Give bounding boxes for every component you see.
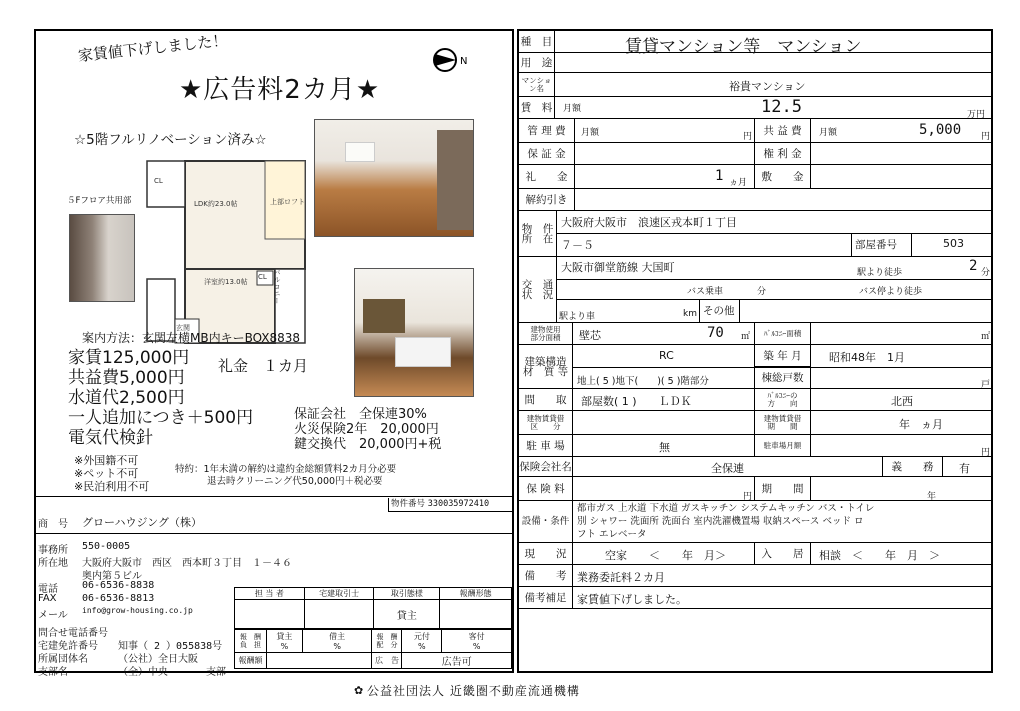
- row-cancel: 解約引き: [519, 189, 991, 211]
- inquiry-tel-label: 問合せ電話番号: [38, 628, 108, 639]
- additional-person-text: 一人追加につき＋500円: [68, 408, 254, 428]
- row-structure: 建築構造 材 質 等 RC 地上( 5 )地下( )( 5 )階部分 築 年 月 昭和48年 1月 棟総戸数 戸: [519, 345, 991, 389]
- type-value: 賃貸マンション等 マンション: [625, 37, 862, 57]
- row-use: 用 途: [519, 53, 991, 73]
- row-type: 種 目 賃貸マンション等 マンション: [519, 31, 991, 53]
- row-traffic: 交 通 状 況 大阪市御堂筋線 大国町 駅より徒歩 2 分 バス乗車 分 バス停より徒歩 駅より車 km その他: [519, 257, 991, 323]
- address-line2: 奥内第５ビル: [82, 571, 142, 582]
- floor-plan: [145, 159, 307, 345]
- license-number: 知事（ 2 ）055838号: [118, 641, 223, 652]
- property-number: 物件番号 330035972410: [388, 498, 512, 512]
- row-parking: 駐 車 場 無 駐車場月額 円: [519, 435, 991, 457]
- row-location: 物 件 所 在 大阪府大阪市 浪速区戎本町１丁目 ７－５ 部屋番号 503: [519, 211, 991, 257]
- guide-method: 案内方法：玄関左横MB内キーBOX8838: [82, 331, 301, 345]
- shared-area-photo: [69, 214, 135, 302]
- license-label: 宅建免許番号: [38, 641, 98, 652]
- move-in-value: 相談 ＜ 年 月 ＞: [819, 549, 940, 562]
- zip-code: 550-0005: [82, 541, 131, 552]
- balcony-label: バルコニー: [273, 269, 281, 304]
- association-logo-icon: ✿: [354, 684, 364, 697]
- address-line1: 大阪府大阪市 西区 西本町３丁目 １－４６: [82, 558, 292, 569]
- col-deal: 取引態様: [374, 588, 440, 600]
- branch-suffix: 支部: [206, 667, 226, 678]
- status-value: 空家 ＜ 年 月＞: [605, 549, 726, 562]
- footer-organization: 公益社団法人 近畿圏不動産流通機構: [367, 684, 580, 698]
- col-staff: 担 当 者: [235, 588, 305, 600]
- common-fee-text: 共益費5,000円: [68, 368, 185, 388]
- shared-area-label: ５Fフロア共用部: [67, 196, 132, 206]
- rent-value: 12.5: [761, 97, 802, 117]
- advertisement-panel: [34, 29, 514, 678]
- row-lease: 建物賃貸借 区 分 建物賃貸借 期 間 年 ヵ月: [519, 411, 991, 435]
- obligation-value: 有: [959, 462, 970, 475]
- row-status: 現 況 空家 ＜ 年 月＞ 入 居 相談 ＜ 年 月 ＞: [519, 543, 991, 565]
- row-rent: 賃 料 月額 12.5 万円: [519, 97, 991, 119]
- branch: （全）中央: [118, 667, 168, 678]
- key-money-text: 礼金 １カ月: [218, 357, 309, 375]
- fax-number: 06-6536-8813: [82, 593, 155, 604]
- office-label: 事務所: [38, 545, 68, 556]
- lessor-label: 貸主: [276, 631, 293, 641]
- structure-value: RC: [659, 349, 674, 362]
- building-name: 裕貴マンション: [729, 80, 806, 93]
- price-down-text: 家賃値下げしました！: [77, 31, 229, 65]
- col-reward: 報酬形態: [440, 588, 512, 600]
- trade-name: グローハウジング（株）: [82, 516, 202, 529]
- renovation-text: ☆5階フルリノベーション済み☆: [74, 132, 267, 148]
- address-label: 所在地: [38, 558, 68, 569]
- insurer-value: 全保連: [711, 462, 744, 475]
- loft-label: 上部ロフト: [270, 198, 305, 206]
- ad-label: 広 告: [372, 653, 402, 669]
- row-insurance-fee: 保 険 料 円 期 間 年: [519, 477, 991, 501]
- special-clause-2: 退去時クリーニング代50,000円＋税必要: [207, 476, 383, 487]
- note-minpaku: ※民泊利用不可: [74, 480, 150, 493]
- closet-label: CL: [258, 273, 267, 281]
- row-area: 建物使用 部分面積 壁芯 70 ㎡ ﾊﾞﾙｺﾆｰ面積 ㎡: [519, 323, 991, 345]
- row-deposit: 保 証 金 権 利 金: [519, 143, 991, 165]
- bedroom-photo: [354, 268, 474, 397]
- row-remarks-extra: 備考補足 家賃値下げしました。: [519, 587, 991, 609]
- reward-burden-label: 報 酬 負 担: [235, 629, 267, 653]
- branch-label: 支部名: [38, 667, 68, 678]
- reward-table: 報 酬 負 担 貸主 % 借主 % 報 酬 配 分 元付 % 客付 % 報酬額 広 告 広告可: [234, 628, 512, 669]
- ad-area: [36, 31, 512, 497]
- rent-text: 家賃125,000円: [68, 348, 190, 368]
- parking-value: 無: [659, 441, 670, 454]
- location-line2: ７－５: [561, 239, 594, 252]
- lease-period: 年 ヵ月: [899, 418, 943, 431]
- key-money-value: 1: [715, 168, 724, 184]
- agent-label: 客付: [468, 631, 485, 641]
- train-line: 大阪市御堂筋線 大国町: [561, 261, 675, 274]
- ldk-label: LDK約23.0帖: [194, 200, 238, 208]
- water-fee-text: 水道代2,500円: [68, 388, 185, 408]
- area-value: 70: [707, 325, 724, 341]
- lessee-label: 借主: [329, 631, 346, 641]
- compass-icon: [432, 45, 472, 75]
- guarantor-text: 保証会社 全保連30%: [294, 407, 427, 422]
- common-fee-value: 5,000: [919, 122, 962, 138]
- facilities-list: 都市ガス 上水道 下水道 ガスキッチン システムキッチン バス・トイレ 別 シャワー 洗面所 洗面台 室内洗濯機置場 収納スペース ベッド ロ フト エレベータ: [577, 503, 875, 540]
- mail-label: メール: [38, 610, 68, 621]
- property-spec-table: [517, 29, 993, 673]
- tel-number: 06-6536-8838: [82, 580, 155, 591]
- fax-label: FAX: [38, 593, 57, 604]
- western-room-label: 洋室約13.0帖: [204, 278, 248, 286]
- layout-value: 部屋数( 1 ) ＬＤＫ: [581, 395, 692, 408]
- location-line1: 大阪府大阪市 浪速区戎本町１丁目: [561, 216, 737, 229]
- trade-name-label: 商 号: [38, 519, 68, 530]
- room-number: 503: [943, 237, 964, 250]
- ldk-photo: [314, 119, 474, 237]
- ad-fee-headline: ★広告料2カ月★: [179, 75, 381, 105]
- built-date: 昭和48年 1月: [829, 351, 905, 364]
- entrance-label: 玄関: [176, 324, 190, 332]
- svg-text:N: N: [460, 56, 468, 67]
- reward-dist-label: 報 酬 配 分: [372, 629, 402, 653]
- walk-minutes: 2: [969, 258, 978, 274]
- agent-table: [234, 587, 512, 630]
- balcony-direction: 北西: [891, 395, 913, 408]
- row-layout: 間 取 部屋数( 1 ) ＬＤＫ ﾊﾞﾙｺﾆｰの 方 向 北西: [519, 389, 991, 411]
- note-pet: ※ペット不可: [74, 467, 139, 480]
- remarks-value: 業務委託料２カ月: [577, 571, 665, 584]
- row-key-money: 礼 金 1 ヵ月 敷 金: [519, 165, 991, 189]
- floors-value: 地上( 5 )地下( )( 5 )階部分: [577, 376, 709, 387]
- ad-permission: 広告可: [402, 653, 512, 669]
- row-fees: 管 理 費 月額 円 共 益 費 月額 5,000 円: [519, 119, 991, 143]
- closet-label: CL: [154, 177, 163, 185]
- electric-text: 電気代検針: [68, 428, 153, 448]
- tel-label: 電話: [38, 584, 58, 595]
- association-label: 所属団体名: [38, 654, 88, 665]
- note-foreign: ※外国籍不可: [74, 454, 139, 467]
- row-insurer: 保険会社名 全保連 義 務 有: [519, 457, 991, 477]
- remarks-extra-value: 家賃値下げしました。: [577, 593, 687, 606]
- origin-label: 元付: [413, 631, 430, 641]
- row-remarks: 備 考 業務委託料２カ月: [519, 565, 991, 587]
- row-building-name: マンション名 裕貴マンション: [519, 73, 991, 97]
- mail-address: info@grow-housing.co.jp: [82, 606, 193, 615]
- key-exchange-text: 鍵交換代 20,000円+税: [294, 437, 442, 452]
- deal-type-value: 貸主: [374, 600, 440, 630]
- association: （公社）全日大阪: [118, 654, 198, 665]
- fire-insurance-text: 火災保険2年 20,000円: [294, 422, 439, 437]
- special-clause-1: 特約：1年未満の解約は違約金総額賃料2カ月分必要: [175, 464, 397, 475]
- reward-amount-label: 報酬額: [235, 653, 267, 669]
- col-licensed: 宅建取引士: [304, 588, 374, 600]
- row-facilities: 設備・条件 都市ガス 上水道 下水道 ガスキッチン システムキッチン バス・トイレ 別 シャワー 洗面所 洗面台 室内洗濯機置場 収納スペース ベッド ロ フト エレベータ: [519, 501, 991, 543]
